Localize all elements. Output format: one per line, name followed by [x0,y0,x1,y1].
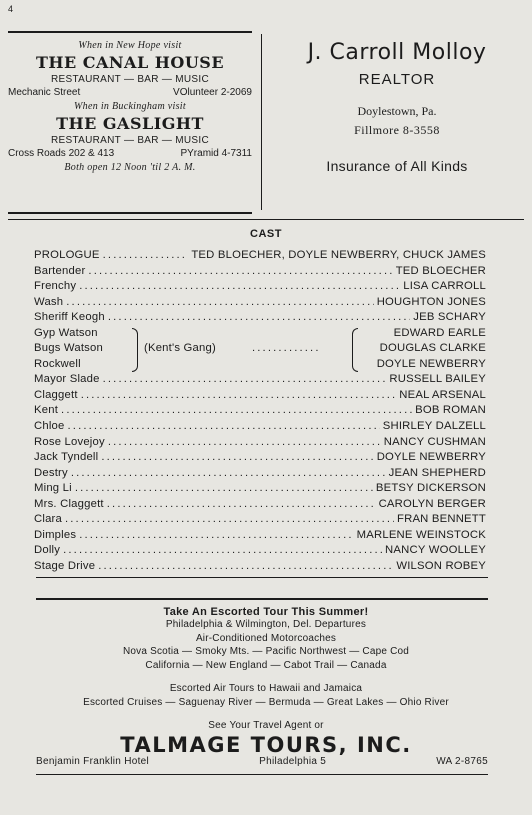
tour-air: Escorted Air Tours to Hawaii and Jamaica [169,683,363,694]
tour-phone: WA 2-8765 [436,756,488,767]
cast-actor: HOUGHTON JONES [376,295,486,308]
cast-role: Dimples [34,528,77,541]
cast-row [34,388,486,404]
top-rule-left [8,31,252,33]
gaslight-address: Cross Roads 202 & 413 [8,148,115,159]
leader-dots [75,481,373,497]
cast-actor: NANCY CUSHMAN [383,435,486,448]
cast-actor: BOB ROMAN [415,404,486,417]
leader-dots [79,528,353,544]
leader-dots [101,450,373,466]
canal-house-name: THE CANAL HOUSE [35,53,225,72]
tour-footer [36,756,488,767]
cast-actor: FRAN BENNETT [396,513,486,526]
tour-routes-2: California — New England — Cabot Trail — Canada [145,659,387,671]
cast-row [34,559,486,575]
gaslight-name: THE GASLIGHT [56,114,204,133]
cast-row [34,310,486,326]
tour-routes-1: Nova Scotia — Smoky Mts. — Pacific Northwest — Cape Cod [122,646,410,657]
canal-intro: When in New Hope visit [78,40,182,51]
cast-role: Destry [34,466,68,479]
realtor-city: Doylestown, Pa. [357,104,437,118]
tour-hotel: Benjamin Franklin Hotel [36,756,150,767]
realtor-phone: Fillmore 8-3558 [354,123,440,137]
gaslight-intro: When in Buckingham visit [74,101,186,112]
leader-dots [65,512,394,528]
tour-city: Philadelphia 5 [259,756,327,767]
cast-role: Rose Lovejoy [34,435,105,448]
ad-divider [261,34,262,210]
cast-bottom-rule-1 [36,577,488,578]
gang-role: Bugs Watson [34,342,103,355]
cast-row [34,372,486,388]
leader-dots [61,403,412,419]
right-brace [352,328,358,372]
cast-row [34,279,486,295]
cast-role: Dolly [34,544,61,557]
left-brace [132,328,138,372]
opening-hours: Both open 12 Noon 'til 2 A. M. [64,162,196,173]
cast-row [34,543,486,559]
kents-gang-group [34,326,486,373]
leader-dots [103,248,189,264]
leader-dots [81,388,397,404]
restaurant-ad [8,40,252,173]
cast-actor: NEAL ARSENAL [399,388,486,401]
cast-role: Mayor Slade [34,373,100,386]
tour-agent: See Your Travel Agent or [208,720,324,731]
cast-actor: DOYLE NEWBERRY [376,451,486,464]
cast-role: Sheriff Keogh [34,311,105,324]
cast-role: Claggett [34,388,78,401]
realtor-ad [270,40,524,174]
cast-role: Wash [34,295,64,308]
leader-dots [79,279,400,295]
gang-label: (Kent's Gang) [144,342,216,355]
cast-actor: NANCY WOOLLEY [385,544,486,557]
cast-row [34,481,486,497]
gang-roles [34,326,103,373]
cast-role: Kent [34,404,59,417]
cast-row [34,403,486,419]
cast-role: Jack Tyndell [34,451,99,464]
cast-rows-after [34,372,486,574]
cast-rows-before [34,248,486,326]
cast-actor: BETSY DICKERSON [375,482,486,495]
leader-dots [63,543,382,559]
cast-row [34,466,486,482]
leader-dots [71,466,386,482]
tour-cruises: Escorted Cruises — Saguenay River — Bermuda — Great Lakes — Ohio River [83,696,449,708]
cast-role: Chloe [34,419,65,432]
cast-row [34,528,486,544]
cast-actor: RUSSELL BAILEY [389,373,486,386]
cast-actor: TED BLOECHER, DOYLE NEWBERRY, CHUCK JAMES [191,249,486,261]
gang-actor: EDWARD EARLE [393,326,486,339]
leader-dots [103,372,387,388]
cast-row [34,497,486,513]
leader-dots [98,559,393,575]
cast-actor: LISA CARROLL [403,280,486,293]
cast-heading: CAST [250,228,282,240]
tour-coaches: Air-Conditioned Motorcoaches [195,632,337,644]
cast-top-rule [8,219,524,220]
leader-dots [66,295,373,311]
cast-row [34,450,486,466]
cast-role: Bartender [34,264,86,277]
gang-role: Rockwell [34,357,81,370]
cast-actor: CAROLYN BERGER [378,497,486,510]
cast-row [34,264,486,280]
tour-headline: Take An Escorted Tour This Summer! [163,606,369,618]
gang-actor: DOYLE NEWBERRY [376,357,486,370]
cast-role: Mrs. Claggett [34,497,104,510]
gang-role: Gyp Watson [34,326,98,339]
cast-row [34,248,486,264]
leader-dots [108,310,410,326]
cast-row [34,435,486,451]
realtor-name: J. Carroll Molloy [307,40,487,65]
cast-role: Stage Drive [34,559,96,572]
cast-role: Ming Li [34,482,72,495]
tour-ad [0,606,532,757]
leader-dots [68,419,380,435]
cast-actor: MARLENE WEINSTOCK [356,528,486,541]
cast-row [34,512,486,528]
leader-dots [107,497,376,513]
cast-list [34,248,486,574]
cast-actor: JEB SCHARY [413,311,486,324]
gang-actor: DOUGLAS CLARKE [379,342,486,355]
realtor-tagline: Insurance of All Kinds [326,158,468,174]
cast-role: Frenchy [34,280,77,293]
gaslight-phone: PYramid 4-7311 [180,148,252,159]
cast-row [34,419,486,435]
canal-phone: VOlunteer 2-2069 [173,87,252,98]
page-number: 4 [8,4,14,14]
leader-dots [88,264,392,280]
cast-actor: SHIRLEY DALZELL [382,419,486,432]
leader-dots [108,435,381,451]
cast-actor: TED BLOECHER [395,264,486,277]
page-bottom-rule [36,774,488,775]
tour-company: TALMAGE TOURS, INC. [120,732,412,757]
cast-row [34,295,486,311]
gang-actors [377,326,486,373]
tour-departures: Philadelphia & Wilmington, Del. Departures [165,619,367,630]
canal-address: Mechanic Street [8,87,81,98]
cast-bottom-rule-2 [36,598,488,600]
cast-role: PROLOGUE [34,249,100,261]
canal-services: RESTAURANT — BAR — MUSIC [51,74,209,85]
realtor-title: REALTOR [358,71,436,88]
gaslight-services: RESTAURANT — BAR — MUSIC [51,135,209,146]
bottom-rule-left [8,212,252,214]
gang-leader-dots: . . . . . . . . . . . . . [252,342,318,355]
cast-actor: WILSON ROBEY [396,559,486,572]
cast-actor: JEAN SHEPHERD [388,466,486,479]
cast-role: Clara [34,513,62,526]
